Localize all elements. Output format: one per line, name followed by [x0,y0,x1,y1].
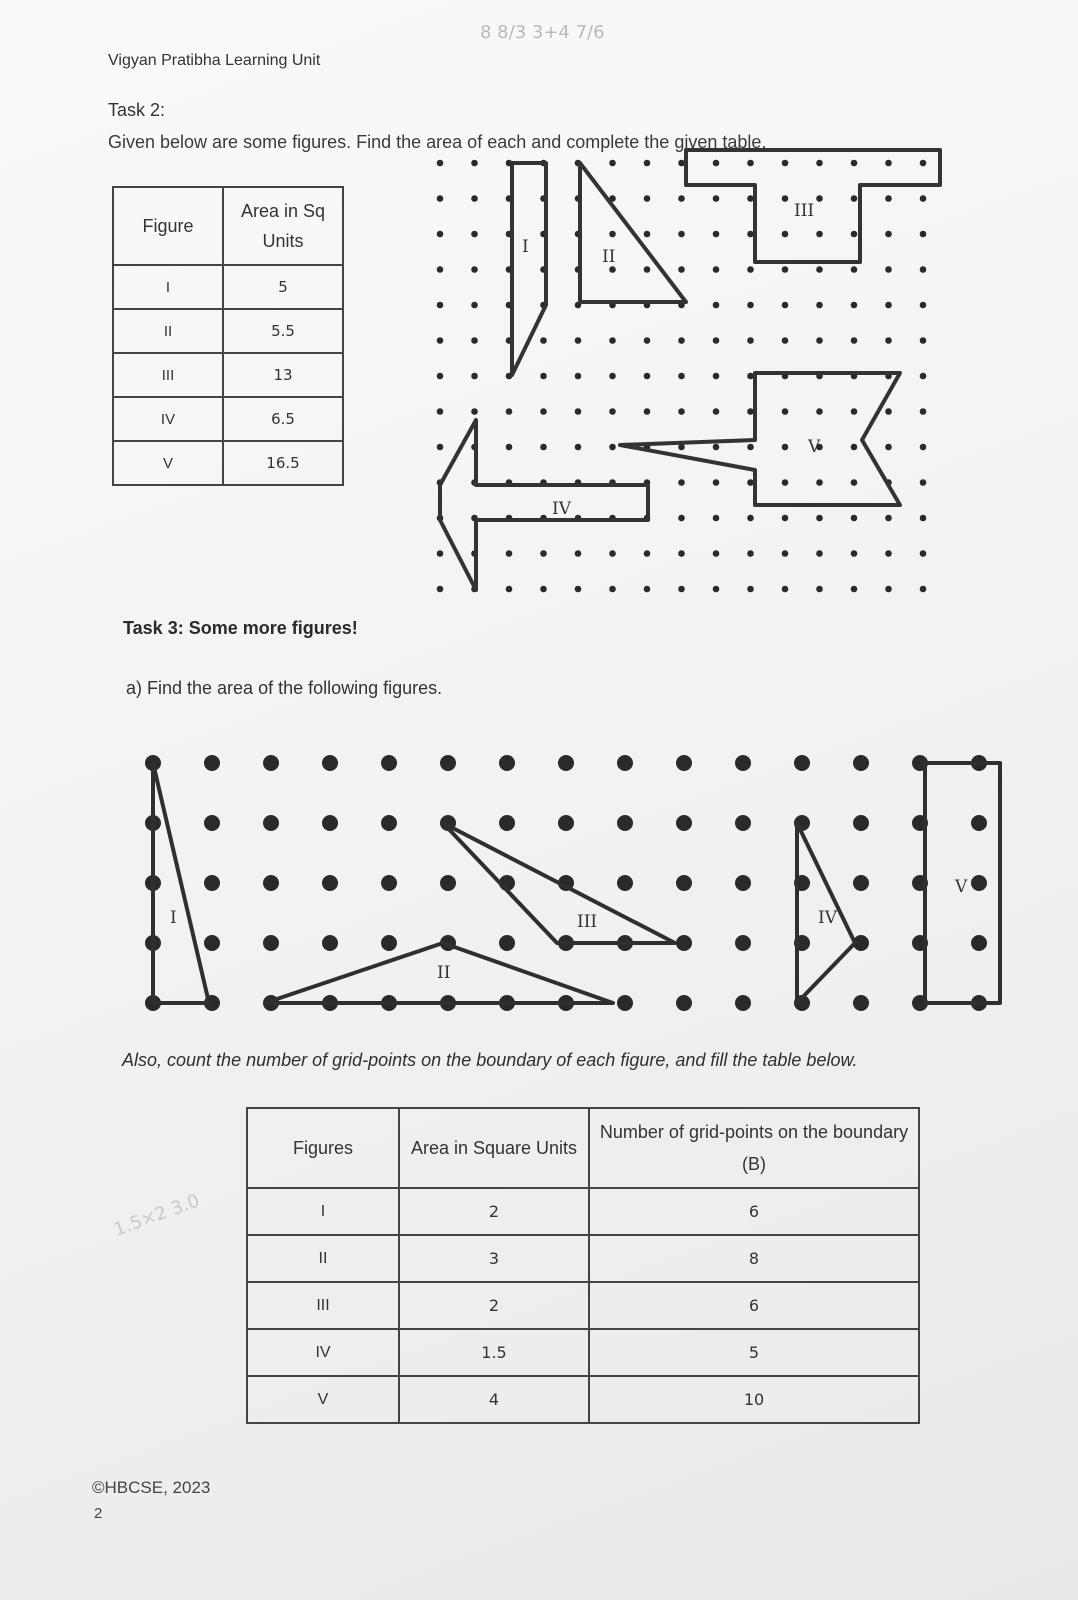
grid-dot [322,935,338,951]
task3-label-i: I [170,908,177,928]
task3-figure-iii-outline [443,823,675,943]
area-answer-cell[interactable]: 1.5 [399,1329,589,1376]
table-row [247,1188,919,1235]
area-answer-cell[interactable]: 6.5 [223,397,343,441]
task2-label-v: V [808,437,821,457]
grid-dot [558,755,574,771]
grid-dot [617,995,633,1011]
grid-dot [676,995,692,1011]
grid-dot [971,815,987,831]
figure-cell: I [247,1188,399,1235]
col-header-figures: Figures [247,1108,399,1188]
figure-cell: V [247,1376,399,1423]
figure-cell: III [247,1282,399,1329]
task2-label-ii: II [602,247,616,267]
grid-dot [322,755,338,771]
task2-title: Task 2: [108,100,166,120]
figure-cell: V [113,441,223,485]
task3-area-boundary-table [246,1107,920,1424]
grid-dot [381,815,397,831]
grid-dot [735,755,751,771]
task3-grid-dots [145,755,987,1011]
task2-label-i: I [522,237,529,257]
col-header-figure: Figure [113,187,223,265]
area-answer-cell[interactable]: 16.5 [223,441,343,485]
grid-dot [204,935,220,951]
grid-dot [735,815,751,831]
grid-dot [263,935,279,951]
grid-dot [735,935,751,951]
area-answer-cell[interactable]: 2 [399,1188,589,1235]
task3-also-instruction: Also, count the number of grid-points on the boundary of each figure, and fill the table below. [122,1050,858,1070]
figure-cell: I [113,265,223,309]
grid-dot [617,875,633,891]
boundary-answer-cell[interactable]: 5 [589,1329,919,1376]
grid-dot [381,875,397,891]
page-number: 2 [94,1505,103,1522]
area-answer-cell[interactable]: 4 [399,1376,589,1423]
col-header-area: Area in Square Units [399,1108,589,1188]
figure-cell: IV [247,1329,399,1376]
grid-dot [853,755,869,771]
grid-dot [263,815,279,831]
task3-part-a: a) Find the area of the following figures. [126,678,443,698]
grid-dot [794,755,810,771]
boundary-answer-cell[interactable]: 10 [589,1376,919,1423]
area-answer-cell[interactable]: 2 [399,1282,589,1329]
task3-label-ii: II [437,963,451,983]
grid-dot [971,875,987,891]
task3-label-iii: III [577,912,598,932]
boundary-answer-cell[interactable]: 8 [589,1235,919,1282]
table-row [247,1235,919,1282]
task3-figure-outlines [153,763,1000,1003]
grid-dot [853,875,869,891]
grid-dot [499,935,515,951]
area-answer-cell[interactable]: 13 [223,353,343,397]
task3-label-v: V [955,877,968,897]
grid-dot [558,815,574,831]
figure-cell: IV [113,397,223,441]
col-header-boundary: Number of grid-points on the boundary (B) [589,1108,919,1188]
boundary-answer-cell[interactable]: 6 [589,1282,919,1329]
grid-dot [440,755,456,771]
task3-label-iv: IV [818,908,837,928]
grid-dot [735,875,751,891]
table-row [247,1376,919,1423]
figure-cell: III [113,353,223,397]
task3-title: Task 3: Some more figures! [123,618,358,638]
grid-dot [853,995,869,1011]
table-header-row [247,1108,919,1188]
grid-dot [735,995,751,1011]
top-margin-scribble: 8 8/3 3+4 7/6 [480,22,605,43]
unit-header: Vigyan Pratibha Learning Unit [108,52,321,69]
grid-dot [204,815,220,831]
grid-dot [204,755,220,771]
grid-dot [617,815,633,831]
grid-dot [676,875,692,891]
grid-dot [381,935,397,951]
grid-dot [676,815,692,831]
grid-dot [853,815,869,831]
table-row [247,1282,919,1329]
task2-instruction: Given below are some figures. Find the area of each and complete the given table. [108,132,767,152]
grid-dot [322,815,338,831]
grid-dot [676,755,692,771]
grid-dot [204,875,220,891]
grid-dot [263,875,279,891]
grid-dot [971,935,987,951]
col-header-area: Area in Sq Units [223,187,343,265]
grid-dot [322,875,338,891]
task2-label-iii: III [794,201,815,221]
grid-dot [676,935,692,951]
area-answer-cell[interactable]: 3 [399,1235,589,1282]
area-answer-cell[interactable]: 5 [223,265,343,309]
grid-dot [617,755,633,771]
grid-dot [263,755,279,771]
boundary-answer-cell[interactable]: 6 [589,1188,919,1235]
copyright-footer: ©HBCSE, 2023 [92,1478,211,1497]
area-answer-cell[interactable]: 5.5 [223,309,343,353]
table-row [247,1329,919,1376]
grid-dot [440,875,456,891]
task2-label-iv: IV [552,499,571,519]
task3-figure-i-outline [153,763,209,1003]
grid-dot [499,815,515,831]
grid-dot [499,755,515,771]
grid-dot [381,755,397,771]
side-margin-scribble: 1.5×2 3.0 [111,1190,203,1241]
figure-cell: II [247,1235,399,1282]
figure-cell: II [113,309,223,353]
